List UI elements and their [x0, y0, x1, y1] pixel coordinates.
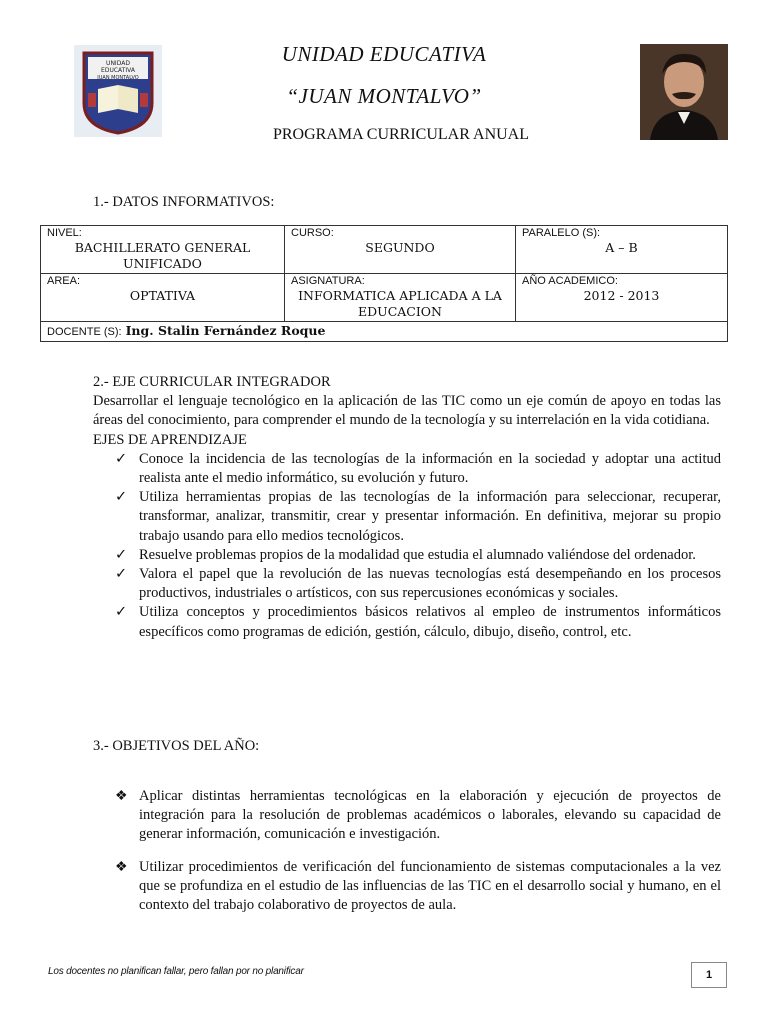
section2-title: 2.- EJE CURRICULAR INTEGRADOR	[93, 374, 331, 390]
list-item: ❖ Utilizar procedimientos de verificación del funcionamiento de sistemas computacionales a la vez que se profundiza en el estudio de las influencias de las TIC en el desarrollo social y humano, en el contexto del trabajo colaborativo de proyectos de aula.	[115, 858, 721, 914]
asignatura-label: ASIGNATURA:	[291, 275, 365, 287]
asignatura-value: INFORMATICA APLICADA A LA EDUCACION	[298, 288, 502, 319]
paralelo-label: PARALELO (S):	[522, 227, 601, 239]
footer-quote: Los docentes no planifican fallar, pero fallan por no planificar	[48, 966, 304, 977]
checkmark-icon: ✓	[115, 604, 128, 621]
logo-text-line1: UNIDAD	[106, 60, 130, 67]
checkmark-icon: ✓	[115, 546, 128, 563]
anio-label: AÑO ACADEMICO:	[522, 275, 618, 287]
section1-title: 1.- DATOS INFORMATIVOS:	[93, 194, 275, 210]
list-item: ✓ Conoce la incidencia de las tecnologías de la información en la sociedad y adoptar una actitud realista ante el medio informático, su evolución y futuro.	[115, 450, 721, 487]
checkmark-icon: ✓	[115, 566, 128, 583]
paralelo-value: A – B	[605, 240, 638, 255]
school-name-line1: UNIDAD EDUCATIVA	[281, 42, 487, 66]
anio-value: 2012 - 2013	[583, 288, 660, 303]
docente-value: Ing. Stalin Fernández Roque	[125, 323, 326, 338]
logo-text-line2: EDUCATIVA	[101, 67, 135, 74]
curso-label: CURSO:	[291, 227, 334, 239]
curso-cell	[285, 226, 516, 274]
list-item: ❖ Aplicar distintas herramientas tecnológicas en la elaboración y ejecución de proyectos de integración para la resolución de problemas académicos o laborales, elevando su capacidad de generar información, comunicación e investigación.	[115, 788, 721, 843]
program-title: PROGRAMA CURRICULAR ANUAL	[272, 126, 530, 143]
list-item: ✓ Utiliza conceptos y procedimientos básicos relativos al empleo de instrumentos informáticos específicos como programas de edición, gestión, cálculo, dibujo, diseño, control, etc.	[115, 604, 721, 640]
info-table	[40, 225, 728, 342]
paralelo-cell	[516, 226, 728, 274]
school-name-line2: “JUAN MONTALVO”	[286, 84, 482, 108]
learning-axes-list	[93, 450, 721, 642]
list-item: ✓ Utiliza herramientas propias de las tecnologías de la información para seleccionar, recuperar, transformar, analizar, transmitir, crear y presentar información. En definitiva, mejorar su propio trabajo usando para ello medios tecnológicos.	[115, 489, 721, 544]
checkmark-icon: ✓	[115, 450, 128, 467]
section2	[93, 373, 721, 642]
diamond-bullet-icon: ❖	[115, 789, 128, 804]
nivel-label: NIVEL:	[47, 227, 82, 239]
nivel-value: BACHILLERATO GENERAL UNIFICADO	[74, 240, 251, 271]
page-number: 1	[691, 962, 727, 988]
asignatura-cell	[285, 274, 516, 322]
list-item: ✓ Valora el papel que la revolución de las nuevas tecnologías está desempeñando en los procesos productivos, industriales o artísticos, con sus repercusiones económicas y sociales.	[115, 566, 721, 602]
checkmark-icon: ✓	[115, 489, 128, 506]
objectives-list	[93, 787, 721, 915]
section2-subtitle: EJES DE APRENDIZAJE	[93, 431, 247, 448]
docente-label: DOCENTE (S):	[47, 326, 122, 338]
section2-paragraph: Desarrollar el lenguaje tecnológico en la aplicación de las TIC como un eje común de apoyo en todas las áreas del conocimiento, para comprender el mundo de la tecnología y su interrelación en la vida cotidiana.	[93, 393, 721, 429]
diamond-bullet-icon: ❖	[115, 859, 128, 875]
area-label: AREA:	[47, 275, 81, 287]
curso-value: SEGUNDO	[365, 240, 435, 255]
objectives-block	[93, 787, 721, 915]
nivel-cell	[41, 226, 285, 274]
section3-title: 3.- OBJETIVOS DEL AÑO:	[93, 738, 260, 754]
area-cell	[41, 274, 285, 322]
anio-cell	[516, 274, 728, 322]
area-value: OPTATIVA	[129, 288, 196, 303]
list-item: ✓ Resuelve problemas propios de la modalidad que estudia el alumnado valiéndose del ordenador.	[93, 546, 721, 565]
docente-cell	[41, 322, 728, 342]
logo-text-line3: JUAN MONTALVO	[97, 75, 139, 81]
